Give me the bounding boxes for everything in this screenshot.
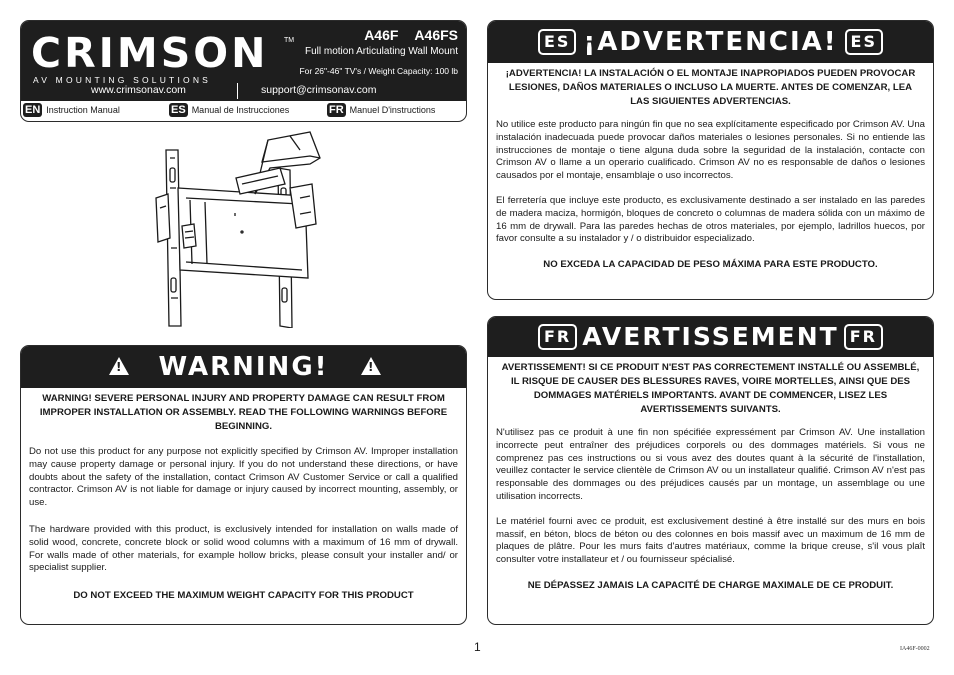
lang-tag-fr: FR [329, 104, 344, 116]
avertissement-footer: NE DÉPASSEZ JAMAIS LA CAPACITÉ DE CHARGE MAXIMALE DE CE PRODUIT. [527, 579, 894, 591]
language-row [21, 103, 466, 121]
product-description: Full motion Articulating Wall Mount [304, 46, 458, 57]
fr-tag: FR [538, 324, 577, 350]
avertissement-content [496, 361, 925, 593]
brand-name: CRIMSON [31, 29, 269, 77]
avertissement-banner [488, 317, 933, 357]
warning-content [29, 392, 458, 603]
brand-subtitle: AV MOUNTING SOLUTIONS [33, 75, 212, 85]
model-a46f: A46F [364, 27, 399, 43]
lang-label-en: Instruction Manual [46, 105, 120, 115]
model-a46fs: A46FS [414, 27, 458, 43]
warning-paragraph-2: The hardware provided with this product, is exclusively intended for installation on walls made of solid wood, concrete, concrete block or solid wood columns with a maximum of 16 mm of drywall. For walls made of other materials, for example hollow bricks, please consult your installer and/ or specialist supplier. [29, 523, 458, 574]
advertencia-paragraph-2: El ferretería que incluye este producto, es exclusivamente destinado a ser instalado en las paredes de madera maciza, hormigón, bloques de concreto o columnas de madera sólida con un máximo de 16 mm de drywall. Para las paredes hechas de otros materiales, por ejemplo, ladrillos huecos, por favor consulte a su instalador y / o distribuidor especializado. [496, 194, 925, 245]
es-tag: ES [538, 29, 576, 55]
product-spec: For 26"-46" TV's / Weight Capacity: 100 lb [299, 66, 458, 76]
wall-mount-illustration [150, 128, 340, 328]
warning-footer: DO NOT EXCEED THE MAXIMUM WEIGHT CAPACITY FOR THIS PRODUCT [73, 590, 414, 602]
crimson-logo [31, 31, 299, 85]
warning-lead: WARNING! SEVERE PERSONAL INJURY AND PROPERTY DAMAGE CAN RESULT FROM IMPROPER INSTALLATION OR ASSEMBLY. READ THE FOLLOWING WARNINGS BEFORE BEGINNING. [39, 393, 448, 432]
warning-panel-en [20, 345, 467, 625]
advertencia-content [496, 67, 925, 272]
advertencia-footer: NO EXCEDA LA CAPACIDAD DE PESO MÁXIMA PARA ESTE PRODUCTO. [543, 259, 878, 271]
website-link[interactable]: www.crimsonav.com [91, 84, 186, 96]
warning-paragraph-1: Do not use this product for any purpose not explicitly specified by Crimson AV. Improper installation may cause property damage or personal injury. If you do not understand these directions, or have doubts about the safety of the installation, contact Crimson AV Customer Service or call a qualified contractor. Crimson AV is not liable for damage or injury caused by incorrect mounting, assembly, or use. [29, 446, 458, 509]
lang-tag-es: ES [171, 104, 186, 116]
warning-title: WARNING! [158, 352, 329, 382]
warning-panel-es [487, 20, 934, 300]
support-email-link[interactable]: support@crimsonav.com [261, 84, 377, 96]
lang-es [169, 103, 289, 117]
es-tag: ES [845, 29, 883, 55]
contact-row [21, 81, 466, 101]
lang-en [23, 103, 120, 117]
avertissement-title: AVERTISSEMENT [582, 322, 839, 351]
advertencia-title: ¡ADVERTENCIA! [583, 27, 838, 57]
advertencia-banner [488, 21, 933, 63]
divider [237, 83, 238, 99]
trademark: TM [284, 37, 295, 44]
advertencia-lead: ¡ADVERTENCIA! LA INSTALACIÓN O EL MONTAJE INAPROPIADOS PUEDEN PROVOCAR LESIONES, DAÑOS MATERIALES O INCLUSO LA MUERTE. ANTES DE COMENZAR, LEA LAS SIGUIENTES ADVERTENCIAS. [505, 68, 916, 107]
model-numbers [364, 27, 458, 43]
avertissement-paragraph-1: N'utilisez pas ce produit à une fin non spécifiée expressément par Crimson AV. Une installation incorrecte peut entraîner des préjudices corporels ou des dommages matériels. Si vous ne comprenez pas ces instructions ou si vous avez des doutes quant à la sécurité de l'installation, veuillez contacter le service clientèle de Crimson AV ou un installateur qualifié. Crimson AV n'est pas responsable des dommages ou des préjudices causés par un montage, un assemblage ou une utilisation incorrects. [496, 427, 925, 502]
advertencia-paragraph-1: No utilice este producto para ningún fin que no sea explícitamente especificado por Crimson AV. Una instalación inadecuada puede provocar daños materiales o lesiones personales. Si no entiende las instrucciones de montaje o tiene alguna duda sobre la seguridad de la instalación, contacte con Crimson AV o llame a un operario cualificado. Crimson AV no es responsable de daños o lesiones causados por el montaje, ensamblaje o uso incorrectos. [496, 119, 925, 182]
page-number: 1 [474, 640, 481, 654]
header-panel [20, 20, 467, 122]
fr-tag: FR [844, 324, 883, 350]
header-banner [21, 21, 466, 101]
warning-panel-fr [487, 316, 934, 625]
lang-label-es: Manual de Instrucciones [191, 105, 290, 115]
lang-label-fr: Manuel D'instructions [349, 105, 436, 115]
lang-tag-en: EN [25, 104, 41, 116]
lang-fr [327, 103, 435, 117]
document-code: IA46F-0002 [900, 646, 930, 652]
avertissement-paragraph-2: Le matériel fourni avec ce produit, est exclusivement destiné à être installé sur des murs en bois massif, en béton, blocs de béton ou des colonnes en bois massif avec un maximum de 16 mm de plaques de plâtre. Pour les murs faits d'autres matériaux, comme la brique creuse, s'il vous plaît consulter votre installateur et / ou fournisseur spécialisé. [496, 515, 925, 566]
avertissement-lead: AVERTISSEMENT! SI CE PRODUIT N'EST PAS CORRECTEMENT INSTALLÉ OU ASSEMBLÉ, IL RISQUE DE CAUSER DES BLESSURES RAVES, VOIRE MORTELLES, AINSI QUE DES DOMMAGES MATÉRIELS IMPORTANTS. AVANT DE COMMENCER, LISEZ LES AVERTISSEMENTS SUIVANTS. [501, 362, 920, 415]
warning-triangle-icon [361, 357, 381, 375]
warning-triangle-icon [109, 357, 129, 375]
warning-banner [21, 346, 466, 388]
